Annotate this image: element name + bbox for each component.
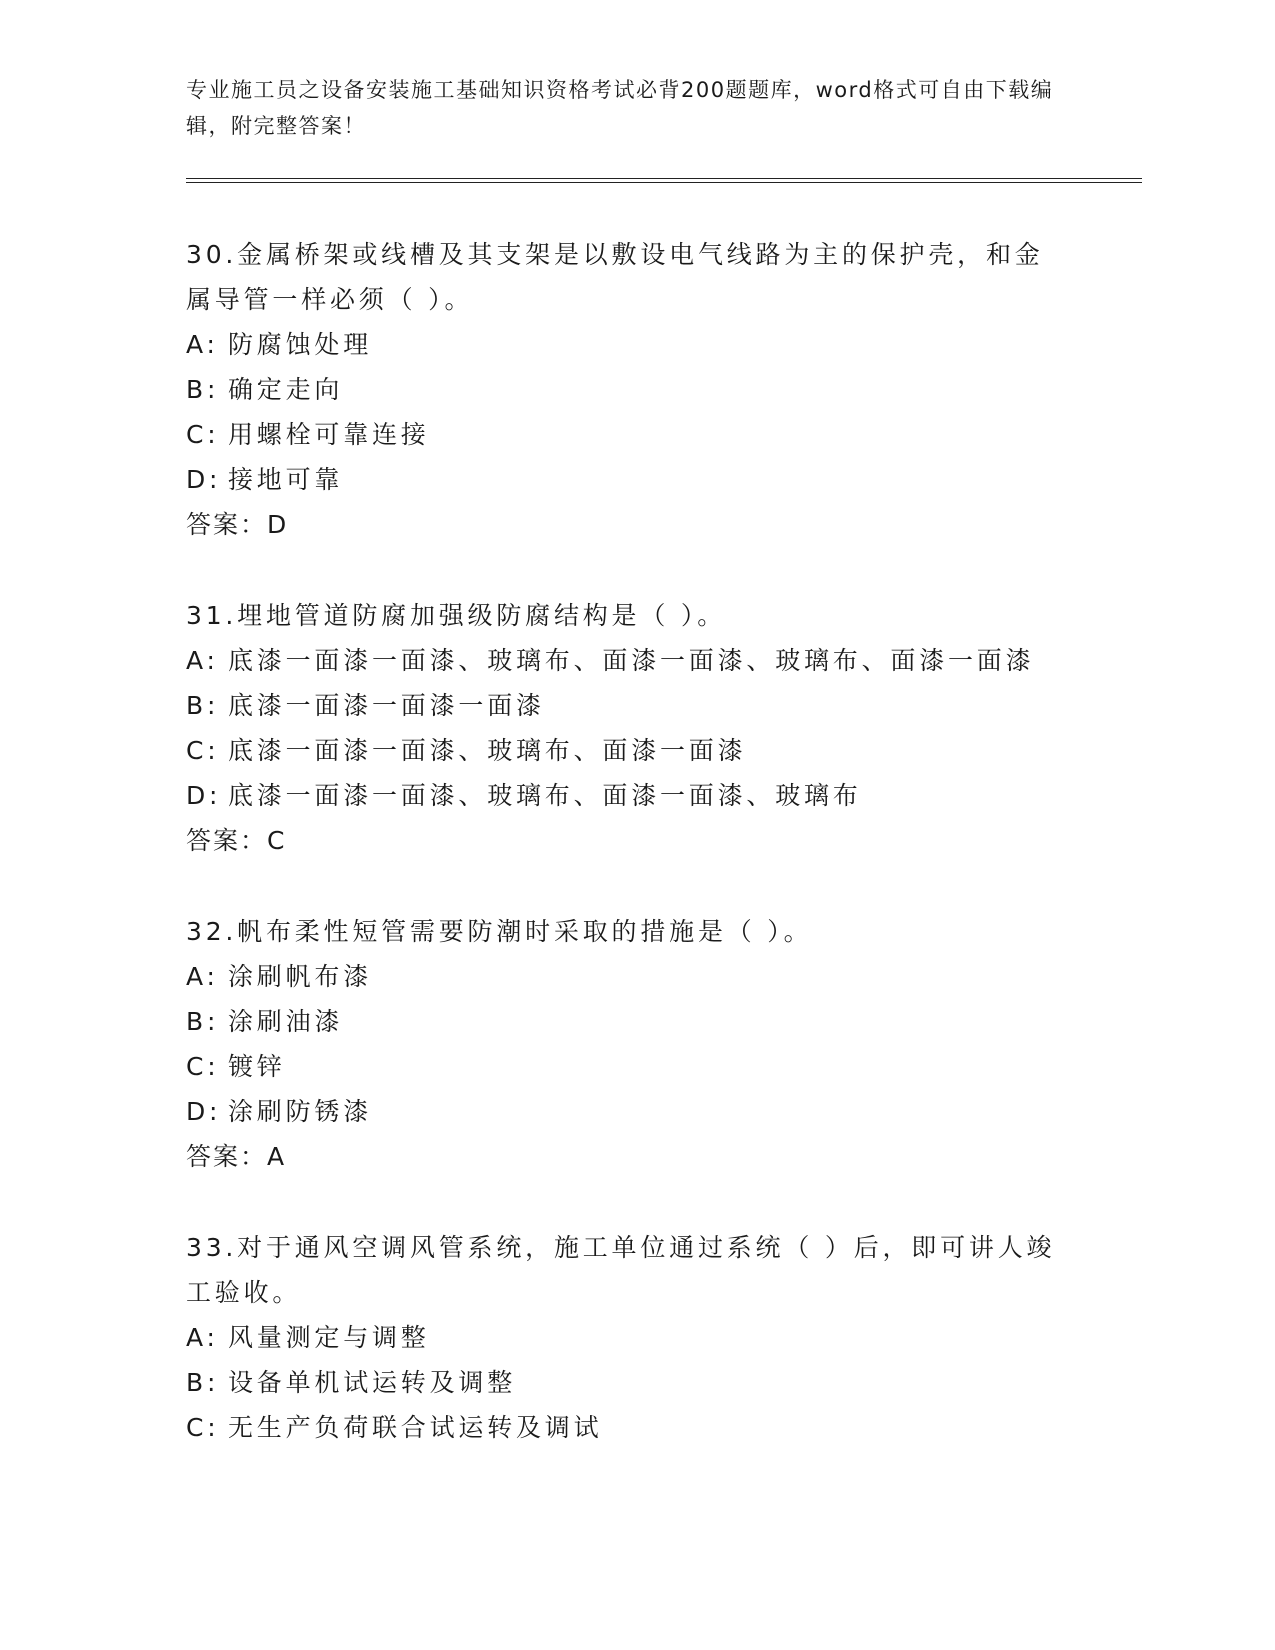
option-letter: D: [186, 1097, 222, 1126]
question-stem: 30.金属桥架或线槽及其支架是以敷设电气线路为主的保护壳，和金属导管一样必须（ ）。 [186, 240, 1044, 314]
option-text: 底漆一面漆一面漆一面漆 [228, 691, 545, 720]
document-header [186, 72, 1066, 144]
option-a [186, 322, 1066, 367]
option-letter: A: [186, 330, 219, 359]
option-text: 底漆一面漆一面漆、玻璃布、面漆一面漆、玻璃布、面漆一面漆 [228, 646, 1035, 675]
answer: 答案：C [186, 826, 287, 855]
header-text: 专业施工员之设备安装施工基础知识资格考试必背200题题库，word格式可自由下载编辑，附完整答案！ [186, 78, 1054, 138]
option-b [186, 367, 1066, 412]
option-text: 确定走向 [228, 375, 344, 404]
option-letter: D: [186, 781, 222, 810]
question-stem: 31.埋地管道防腐加强级防腐结构是（ ）。 [186, 601, 727, 630]
option-a [186, 954, 1066, 999]
answer: 答案：D [186, 510, 289, 539]
option-text: 设备单机试运转及调整 [228, 1368, 517, 1397]
answer: 答案：A [186, 1142, 287, 1171]
header-divider-top [186, 178, 1142, 179]
option-letter: A: [186, 646, 219, 675]
question-list [186, 232, 1066, 1496]
option-text: 无生产负荷联合试运转及调试 [228, 1413, 603, 1442]
option-text: 镀锌 [228, 1052, 286, 1081]
question-30 [186, 232, 1066, 547]
option-letter: B: [186, 691, 220, 720]
option-c [186, 1044, 1066, 1089]
option-d [186, 457, 1066, 502]
option-letter: B: [186, 1007, 220, 1036]
option-b [186, 999, 1066, 1044]
option-text: 涂刷防锈漆 [228, 1097, 373, 1126]
header-divider-bottom [186, 182, 1142, 183]
question-31 [186, 593, 1066, 863]
option-letter: C: [186, 736, 220, 765]
option-letter: C: [186, 1052, 220, 1081]
option-b [186, 683, 1066, 728]
option-c [186, 412, 1066, 457]
option-d [186, 773, 1066, 818]
option-text: 底漆一面漆一面漆、玻璃布、面漆一面漆、玻璃布 [228, 781, 862, 810]
option-c [186, 1405, 1066, 1450]
option-letter: D: [186, 465, 222, 494]
option-c [186, 728, 1066, 773]
option-b [186, 1360, 1066, 1405]
question-32 [186, 909, 1066, 1179]
option-letter: B: [186, 375, 220, 404]
option-text: 涂刷帆布漆 [228, 962, 373, 991]
option-letter: B: [186, 1368, 220, 1397]
option-a [186, 638, 1066, 683]
option-text: 底漆一面漆一面漆、玻璃布、面漆一面漆 [228, 736, 747, 765]
option-letter: A: [186, 962, 219, 991]
question-33 [186, 1225, 1066, 1450]
option-text: 接地可靠 [228, 465, 344, 494]
option-text: 风量测定与调整 [228, 1323, 430, 1352]
option-d [186, 1089, 1066, 1134]
option-letter: C: [186, 1413, 220, 1442]
option-text: 防腐蚀处理 [228, 330, 373, 359]
question-stem: 32.帆布柔性短管需要防潮时采取的措施是（ ）。 [186, 917, 813, 946]
option-a [186, 1315, 1066, 1360]
option-letter: A: [186, 1323, 219, 1352]
question-stem: 33.对于通风空调风管系统，施工单位通过系统（ ）后，即可讲人竣工验收。 [186, 1233, 1056, 1307]
option-text: 用螺栓可靠连接 [228, 420, 430, 449]
option-letter: C: [186, 420, 220, 449]
option-text: 涂刷油漆 [228, 1007, 344, 1036]
